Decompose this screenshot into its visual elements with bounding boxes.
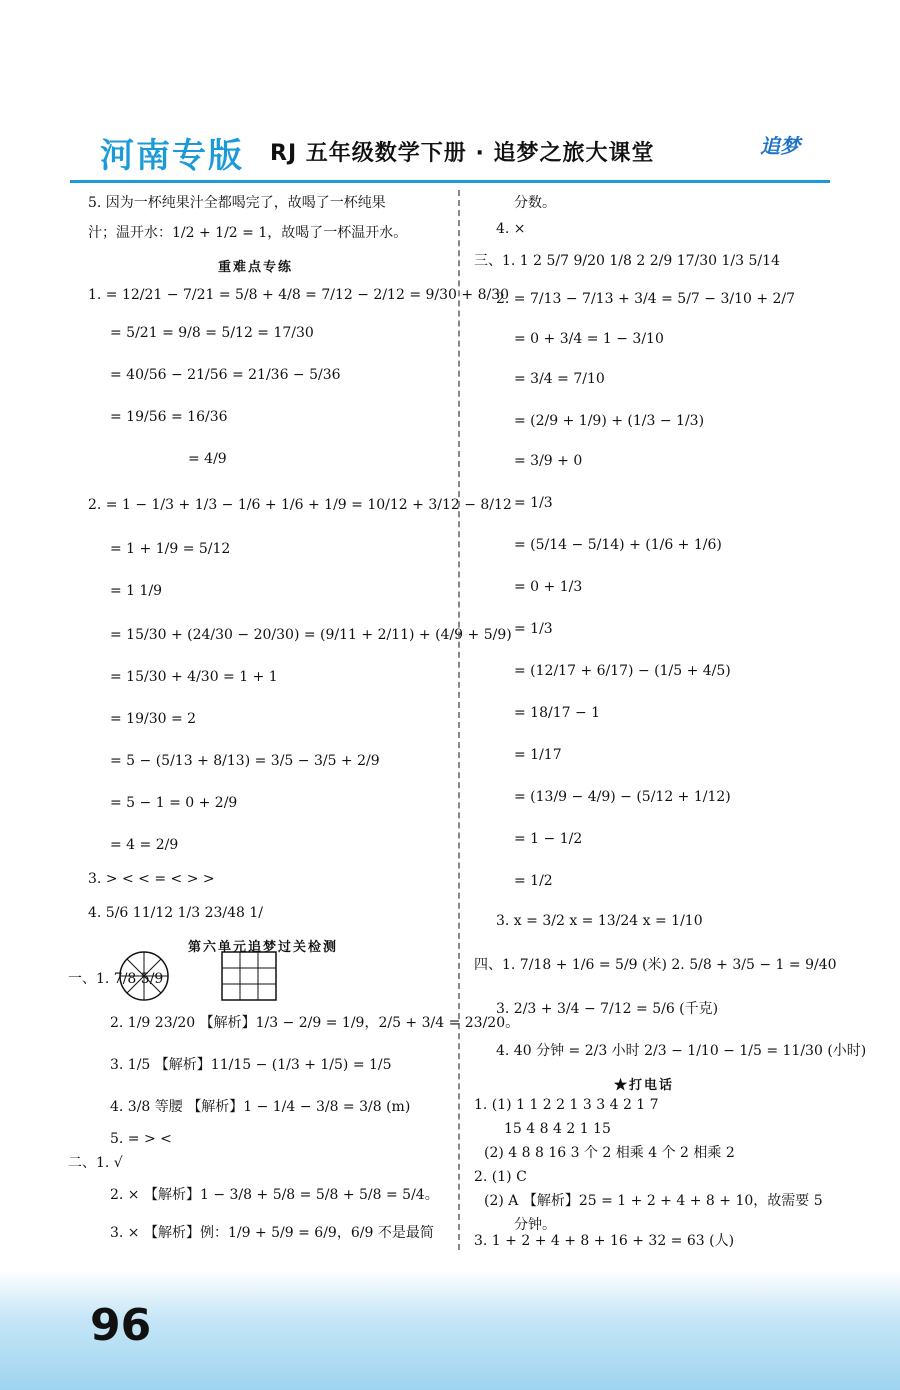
answer-line: 4. × xyxy=(496,221,526,237)
answer-line: = 15/30 + (24/30 − 20/30) = (9/11 + 2/11) + (4/9 + 5/9) xyxy=(110,627,512,643)
answer-line: (2) A 【解析】25 = 1 + 2 + 4 + 8 + 10，故需要 5 xyxy=(484,1193,823,1209)
section-title: 重难点专练 xyxy=(218,260,294,275)
answer-line: 3. x = 3/2 x = 13/24 x = 1/10 xyxy=(496,913,703,929)
answer-line: = 0 + 3/4 = 1 − 3/10 xyxy=(514,331,664,347)
answer-line: = (12/17 + 6/17) − (1/5 + 4/5) xyxy=(514,663,731,679)
answer-line: = 1/17 xyxy=(514,747,562,763)
pie-diagram-icon xyxy=(116,948,176,1004)
answer-line: 4. 40 分钟 = 2/3 小时 2/3 − 1/10 − 1/5 = 11/30 (小时) xyxy=(496,1043,867,1059)
answer-line: 二、1. √ xyxy=(68,1155,123,1171)
section-title: 第六单元追梦过关检测 xyxy=(188,940,339,955)
answer-line: 四、1. 7/18 + 1/6 = 5/9 (米) 2. 5/8 + 3/5 − 1 = 9/40 xyxy=(474,957,837,973)
answer-line: = 5 − (5/13 + 8/13) = 3/5 − 3/5 + 2/9 xyxy=(110,753,380,769)
answer-line: 分数。 xyxy=(514,195,556,211)
column-divider xyxy=(458,190,460,1250)
answer-line: = 1/3 xyxy=(514,621,553,637)
answer-line: 汁；温开水：1/2 + 1/2 = 1，故喝了一杯温开水。 xyxy=(88,225,408,241)
answer-line: 分钟。 xyxy=(514,1217,556,1233)
answer-line: 4. 3/8 等腰 【解析】1 − 1/4 − 3/8 = 3/8 (m) xyxy=(110,1099,411,1115)
answer-line: 3. 2/3 + 3/4 − 7/12 = 5/6 (千克) xyxy=(496,1001,719,1017)
answer-line: 15 4 8 4 2 1 15 xyxy=(504,1121,611,1137)
answer-line: = 5 − 1 = 0 + 2/9 xyxy=(110,795,238,811)
answer-line: = 40/56 − 21/56 = 21/36 − 5/36 xyxy=(110,367,341,383)
answer-line: 3. 1 + 2 + 4 + 8 + 16 + 32 = 63 (人) xyxy=(474,1233,735,1249)
answer-line: (2) 4 8 8 16 3 个 2 相乘 4 个 2 相乘 2 xyxy=(484,1145,735,1161)
answer-line: = 1/3 xyxy=(514,495,553,511)
answer-line: 3. × 【解析】例：1/9 + 5/9 = 6/9，6/9 不是最简 xyxy=(110,1225,434,1241)
answer-line: = 5/21 = 9/8 = 5/12 = 17/30 xyxy=(110,325,314,341)
brand-logo: 追梦 xyxy=(760,134,800,158)
answer-line: 3. 1/5 【解析】11/15 − (1/3 + 1/5) = 1/5 xyxy=(110,1057,392,1073)
answer-line: 2. 1/9 23/20 【解析】1/3 − 2/9 = 1/9，2/5 + 3/4 = 23/20。 xyxy=(110,1015,520,1031)
answer-line: 2. = 7/13 − 7/13 + 3/4 = 5/7 − 3/10 + 2/7 xyxy=(496,291,796,307)
page-number: 96 xyxy=(90,1300,152,1351)
answer-line: 1. = 12/21 − 7/21 = 5/8 + 4/8 = 7/12 − 2/12 = 9/30 + 8/30 xyxy=(88,287,510,303)
answer-line: = 15/30 + 4/30 = 1 + 1 xyxy=(110,669,278,685)
answer-line: = 4/9 xyxy=(188,451,227,467)
answer-line: = (5/14 − 5/14) + (1/6 + 1/6) xyxy=(514,537,722,553)
answer-line: 1. (1) 1 1 2 2 1 3 3 4 2 1 7 xyxy=(474,1097,659,1113)
answer-line: = 3/4 = 7/10 xyxy=(514,371,605,387)
answer-line: 5. 因为一杯纯果汁全都喝完了，故喝了一杯纯果 xyxy=(88,195,386,211)
answer-line: = 18/17 − 1 xyxy=(514,705,601,721)
answer-line: 5. = > < xyxy=(110,1131,172,1147)
answer-line: 2. = 1 − 1/3 + 1/3 − 1/6 + 1/6 + 1/9 = 10/12 + 3/12 − 8/12 xyxy=(88,497,512,513)
answer-line: 3. > < < = < > > xyxy=(88,871,215,887)
answer-line: 一、1. 7/8 5/9 xyxy=(68,971,164,987)
answer-line: 2. (1) C xyxy=(474,1169,527,1185)
page-header xyxy=(60,120,840,180)
grid-diagram-icon xyxy=(220,950,280,1004)
answer-line: = 19/30 = 2 xyxy=(110,711,197,727)
book-title: RJ 五年级数学下册 · 追梦之旅大课堂 xyxy=(270,141,655,166)
answer-line: 4. 5/6 11/12 1/3 23/48 1/ xyxy=(88,905,263,921)
answer-line: = 3/9 + 0 xyxy=(514,453,583,469)
answer-line: = 1/2 xyxy=(514,873,553,889)
answer-line: = (13/9 − 4/9) − (5/12 + 1/12) xyxy=(514,789,731,805)
answer-line: = 4 = 2/9 xyxy=(110,837,179,853)
header-rule xyxy=(70,180,830,183)
section-title: ★打电话 xyxy=(614,1078,675,1093)
answer-line: = (2/9 + 1/9) + (1/3 − 1/3) xyxy=(514,413,705,429)
answer-line: 三、1. 1 2 5/7 9/20 1/8 2 2/9 17/30 1/3 5/14 xyxy=(474,253,780,269)
answer-line: = 1 1/9 xyxy=(110,583,163,599)
answer-line: 2. × 【解析】1 − 3/8 + 5/8 = 5/8 + 5/8 = 5/4。 xyxy=(110,1187,439,1203)
answer-line: = 19/56 = 16/36 xyxy=(110,409,228,425)
brand-title: 河南专版 xyxy=(100,136,244,176)
answer-line: = 1 + 1/9 = 5/12 xyxy=(110,541,231,557)
answer-line: = 1 − 1/2 xyxy=(514,831,583,847)
answer-line: = 0 + 1/3 xyxy=(514,579,583,595)
